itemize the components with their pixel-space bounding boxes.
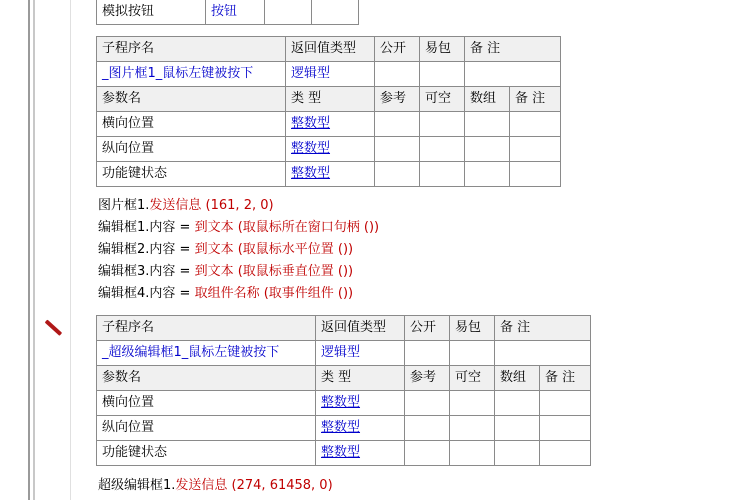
param-type[interactable]: 整数型 [316,416,405,441]
cell-empty[interactable] [465,137,510,162]
col-header: 返回值类型 [316,316,405,341]
col-header: 公开 [375,37,420,62]
cell-empty[interactable] [420,137,465,162]
cell-empty[interactable] [312,0,359,25]
cell-empty[interactable] [465,112,510,137]
cell-name[interactable]: 模拟按钮 [97,0,206,25]
cell-empty[interactable] [540,391,591,416]
cell-empty[interactable] [510,112,561,137]
code-object: 编辑框3.内容 = [98,264,195,279]
table-row [97,162,561,187]
col-header: 类 型 [316,366,405,391]
cell-empty[interactable] [465,162,510,187]
code-margin-line [70,0,71,500]
col-header: 参数名 [97,87,286,112]
code-line[interactable] [98,217,379,239]
cell-empty[interactable] [375,137,420,162]
code-call: 到文本 (取鼠标垂直位置 ()) [194,264,354,279]
code-call: 发送信息 (161, 2, 0) [149,198,274,213]
subroutine-name[interactable]: _超级编辑框1_鼠标左键被按下 [97,341,316,366]
code-object: 编辑框1.内容 = [98,220,195,235]
col-header: 备 注 [540,366,591,391]
col-header: 参数名 [97,366,316,391]
col-header: 公开 [405,316,450,341]
cell-empty[interactable] [405,391,450,416]
code-line[interactable] [98,195,379,217]
code-object: 编辑框2.内容 = [98,242,195,257]
code-block-1[interactable] [98,195,379,305]
gutter-divider [28,0,30,500]
code-object: 超级编辑框1. [98,478,176,493]
col-header: 子程序名 [97,37,286,62]
table-row [97,341,591,366]
param-name[interactable]: 纵向位置 [97,137,286,162]
table-row [97,62,561,87]
col-header: 备 注 [510,87,561,112]
param-type[interactable]: 整数型 [286,137,375,162]
cell-empty[interactable] [540,416,591,441]
param-name[interactable]: 功能键状态 [97,441,316,466]
table-row [97,441,591,466]
param-type[interactable]: 整数型 [286,162,375,187]
param-name[interactable]: 纵向位置 [97,416,316,441]
col-header: 数组 [495,366,540,391]
code-block-2[interactable] [98,475,333,497]
param-name[interactable]: 功能键状态 [97,162,286,187]
col-header: 返回值类型 [286,37,375,62]
cell-empty[interactable] [450,441,495,466]
code-call: 取组件名称 (取事件组件 ()) [194,286,354,301]
cell-note[interactable] [495,341,591,366]
marker-column[interactable] [40,0,70,500]
col-header: 参考 [375,87,420,112]
code-line[interactable] [98,261,379,283]
col-header: 子程序名 [97,316,316,341]
col-header: 数组 [465,87,510,112]
cell-empty[interactable] [540,441,591,466]
cell-empty[interactable] [510,162,561,187]
code-call: 到文本 (取鼠标水平位置 ()) [194,242,354,257]
cell-note[interactable] [465,62,561,87]
cell-pack[interactable] [420,62,465,87]
table-row [97,112,561,137]
subroutine-table-2 [96,315,591,466]
cell-empty[interactable] [510,137,561,162]
col-header: 备 注 [495,316,591,341]
cell-pack[interactable] [450,341,495,366]
param-type[interactable]: 整数型 [286,112,375,137]
col-header: 可空 [420,87,465,112]
table-row [97,137,561,162]
param-type[interactable]: 整数型 [316,391,405,416]
code-object: 编辑框4.内容 = [98,286,195,301]
subroutine-table-1 [96,36,561,187]
cell-empty[interactable] [495,416,540,441]
gutter-divider-2 [33,0,35,500]
cell-type[interactable]: 按钮 [206,0,265,25]
col-header: 易包 [450,316,495,341]
param-header-row [97,87,561,112]
col-header: 参考 [405,366,450,391]
param-name[interactable]: 横向位置 [97,391,316,416]
cell-empty[interactable] [420,162,465,187]
code-call: 到文本 (取鼠标所在窗口句柄 ()) [194,220,380,235]
table-header-row [97,316,591,341]
code-object: 图片框1. [98,198,150,213]
table-row [97,416,591,441]
col-header: 备 注 [465,37,561,62]
cell-empty[interactable] [375,112,420,137]
cell-empty[interactable] [450,391,495,416]
param-type[interactable]: 整数型 [316,441,405,466]
cell-empty[interactable] [375,162,420,187]
return-type[interactable]: 逻辑型 [286,62,375,87]
code-line[interactable] [98,475,333,497]
table-row [97,391,591,416]
button-table [96,0,359,25]
cell-empty[interactable] [495,391,540,416]
table-header-row [97,37,561,62]
cell-empty[interactable] [405,416,450,441]
cell-public[interactable] [375,62,420,87]
cell-empty[interactable] [495,441,540,466]
left-gutter [0,0,28,500]
table-row [97,0,359,25]
cell-empty[interactable] [420,112,465,137]
return-type[interactable]: 逻辑型 [316,341,405,366]
code-line[interactable] [98,239,379,261]
code-call: 发送信息 (274, 61458, 0) [175,478,333,493]
cell-public[interactable] [405,341,450,366]
col-header: 可空 [450,366,495,391]
cell-empty[interactable] [265,0,312,25]
col-header: 类 型 [286,87,375,112]
cell-empty[interactable] [450,416,495,441]
param-header-row [97,366,591,391]
code-line[interactable] [98,283,379,305]
cell-empty[interactable] [405,441,450,466]
param-name[interactable]: 横向位置 [97,112,286,137]
subroutine-name[interactable]: _图片框1_鼠标左键被按下 [97,62,286,87]
col-header: 易包 [420,37,465,62]
